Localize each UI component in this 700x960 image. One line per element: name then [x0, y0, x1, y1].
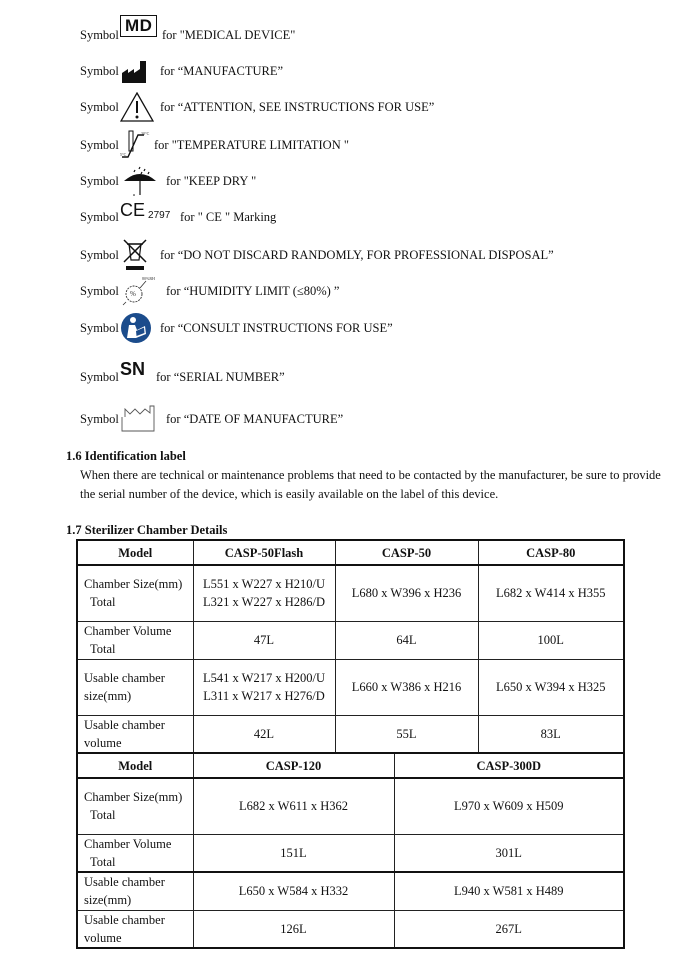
symbol-row-humidity [80, 276, 339, 306]
row-label: Chamber Volume Total [77, 834, 193, 872]
symbol-word: Symbol [80, 247, 119, 262]
table-cell: 301L [394, 834, 624, 872]
crossed-bin-icon [120, 238, 150, 272]
table-cell: 55L [335, 715, 478, 753]
symbol-row-attention [80, 92, 434, 122]
table-row-usable-volume [77, 715, 624, 753]
section-heading-identification-label: 1.6 Identification label [66, 449, 186, 463]
symbol-row-serial-number [80, 358, 285, 392]
table-cell: 100L [478, 621, 624, 659]
symbol-description: for “DATE OF MANUFACTURE” [166, 411, 344, 426]
symbol-word: Symbol [80, 173, 119, 188]
svg-text:80%RH: 80%RH [142, 276, 155, 281]
symbol-row-temperature [80, 130, 349, 160]
symbol-word: Symbol [80, 27, 119, 42]
chamber-table-1 [76, 539, 625, 754]
warning-triangle-icon [120, 92, 154, 122]
symbol-description: for “HUMIDITY LIMIT (≤80%) ” [166, 283, 340, 298]
svg-text:%: % [130, 290, 136, 298]
table-cell: 64L [335, 621, 478, 659]
ce-mark-icon: CE $_{2797}$ [120, 199, 171, 221]
symbol-row-medical-device [80, 16, 296, 50]
symbol-description: for “MANUFACTURE” [160, 63, 284, 78]
header-model: Model [77, 753, 193, 778]
row-label: Usable chamber volume [77, 910, 193, 948]
table-cell: 151L [193, 834, 394, 872]
md-icon: MD [120, 15, 157, 37]
symbol-description: for "TEMPERATURE LIMITATION " [154, 137, 349, 152]
header-casp-300d: CASP-300D [394, 753, 624, 778]
umbrella-icon [120, 165, 160, 197]
table-cell: L682 x W414 x H355 [478, 565, 624, 621]
table-cell: L650 x W584 x H332 [193, 872, 394, 910]
manufacturer-icon [120, 59, 150, 83]
symbol-word: Symbol [80, 320, 119, 335]
table-row-chamber-size [77, 565, 624, 621]
symbol-word: Symbol [80, 411, 119, 426]
consult-instructions-icon [120, 312, 152, 344]
symbol-word: Symbol [80, 99, 119, 114]
symbol-word: Symbol [80, 63, 119, 78]
table-cell: L680 x W396 x H236 [335, 565, 478, 621]
row-label: Usable chamber size(mm) [77, 659, 193, 715]
table-cell: L650 x W394 x H325 [478, 659, 624, 715]
symbol-word: Symbol [80, 209, 119, 224]
table-row-usable-size [77, 659, 624, 715]
humidity-limit-icon [120, 276, 156, 306]
svg-text:30°C: 30°C [141, 131, 150, 136]
header-casp-50: CASP-50 [335, 540, 478, 565]
symbol-row-disposal [80, 240, 554, 270]
table-row-usable-size [77, 872, 624, 910]
table-cell: L970 x W609 x H509 [394, 778, 624, 834]
header-casp-50flash: CASP-50Flash [193, 540, 335, 565]
table-row-chamber-volume [77, 834, 624, 872]
row-label: Chamber Volume Total [77, 621, 193, 659]
symbol-description: for " CE " Marking [180, 209, 277, 224]
table-cell: L660 x W386 x H216 [335, 659, 478, 715]
symbol-row-keep-dry [80, 166, 256, 196]
date-of-manufacture-icon [120, 405, 158, 433]
header-model: Model [77, 540, 193, 565]
row-label: Usable chamber volume [77, 715, 193, 753]
header-casp-120: CASP-120 [193, 753, 394, 778]
table-cell: 42L [193, 715, 335, 753]
table-cell: 126L [193, 910, 394, 948]
section-heading-chamber-details: 1.7 Sterilizer Chamber Details [66, 523, 228, 537]
symbol-description: for “ATTENTION, SEE INSTRUCTIONS FOR USE” [160, 99, 435, 114]
symbol-row-manufacture [80, 56, 283, 86]
symbol-row-date-of-manufacture [80, 404, 343, 434]
table-cell: 47L [193, 621, 335, 659]
serial-number-icon: SN [120, 358, 146, 379]
table-row-chamber-size [77, 778, 624, 834]
symbol-row-consult [80, 313, 393, 343]
symbol-word: Symbol [80, 137, 119, 152]
row-label: Chamber Size(mm) Total [77, 565, 193, 621]
table-cell: L940 x W581 x H489 [394, 872, 624, 910]
row-label: Usable chamber size(mm) [77, 872, 193, 910]
symbol-row-ce-marking [80, 199, 277, 232]
symbol-description: for "KEEP DRY " [166, 173, 257, 188]
table-cell: 83L [478, 715, 624, 753]
row-label: Chamber Size(mm) Total [77, 778, 193, 834]
temperature-limit-icon [120, 130, 150, 160]
table-cell: L682 x W611 x H362 [193, 778, 394, 834]
table-row-chamber-volume [77, 621, 624, 659]
identification-label-paragraph: When there are technical or maintenance problems that need to be contacted by the manufacturer, be sure to provide the serial number of the device, which is easily available on the label of this device. [80, 468, 661, 501]
symbol-description: for “SERIAL NUMBER” [156, 369, 285, 384]
symbol-description: for "MEDICAL DEVICE" [162, 27, 296, 42]
table-cell: L551 x W227 x H210/U L321 x W227 x H286/D [193, 565, 335, 621]
symbol-word: Symbol [80, 283, 119, 298]
table-cell: L541 x W217 x H200/U L311 x W217 x H276/D [193, 659, 335, 715]
table-header-row [77, 753, 624, 778]
table-row-usable-volume [77, 910, 624, 948]
symbol-description: for “CONSULT INSTRUCTIONS FOR USE” [160, 320, 393, 335]
header-casp-80: CASP-80 [478, 540, 624, 565]
table-header-row [77, 540, 624, 565]
chamber-table-2 [76, 752, 625, 949]
symbol-description: for “DO NOT DISCARD RANDOMLY, FOR PROFESSIONAL DISPOSAL” [160, 247, 554, 262]
table-cell: 267L [394, 910, 624, 948]
symbol-word: Symbol [80, 369, 119, 384]
svg-text:5°C: 5°C [120, 152, 127, 157]
